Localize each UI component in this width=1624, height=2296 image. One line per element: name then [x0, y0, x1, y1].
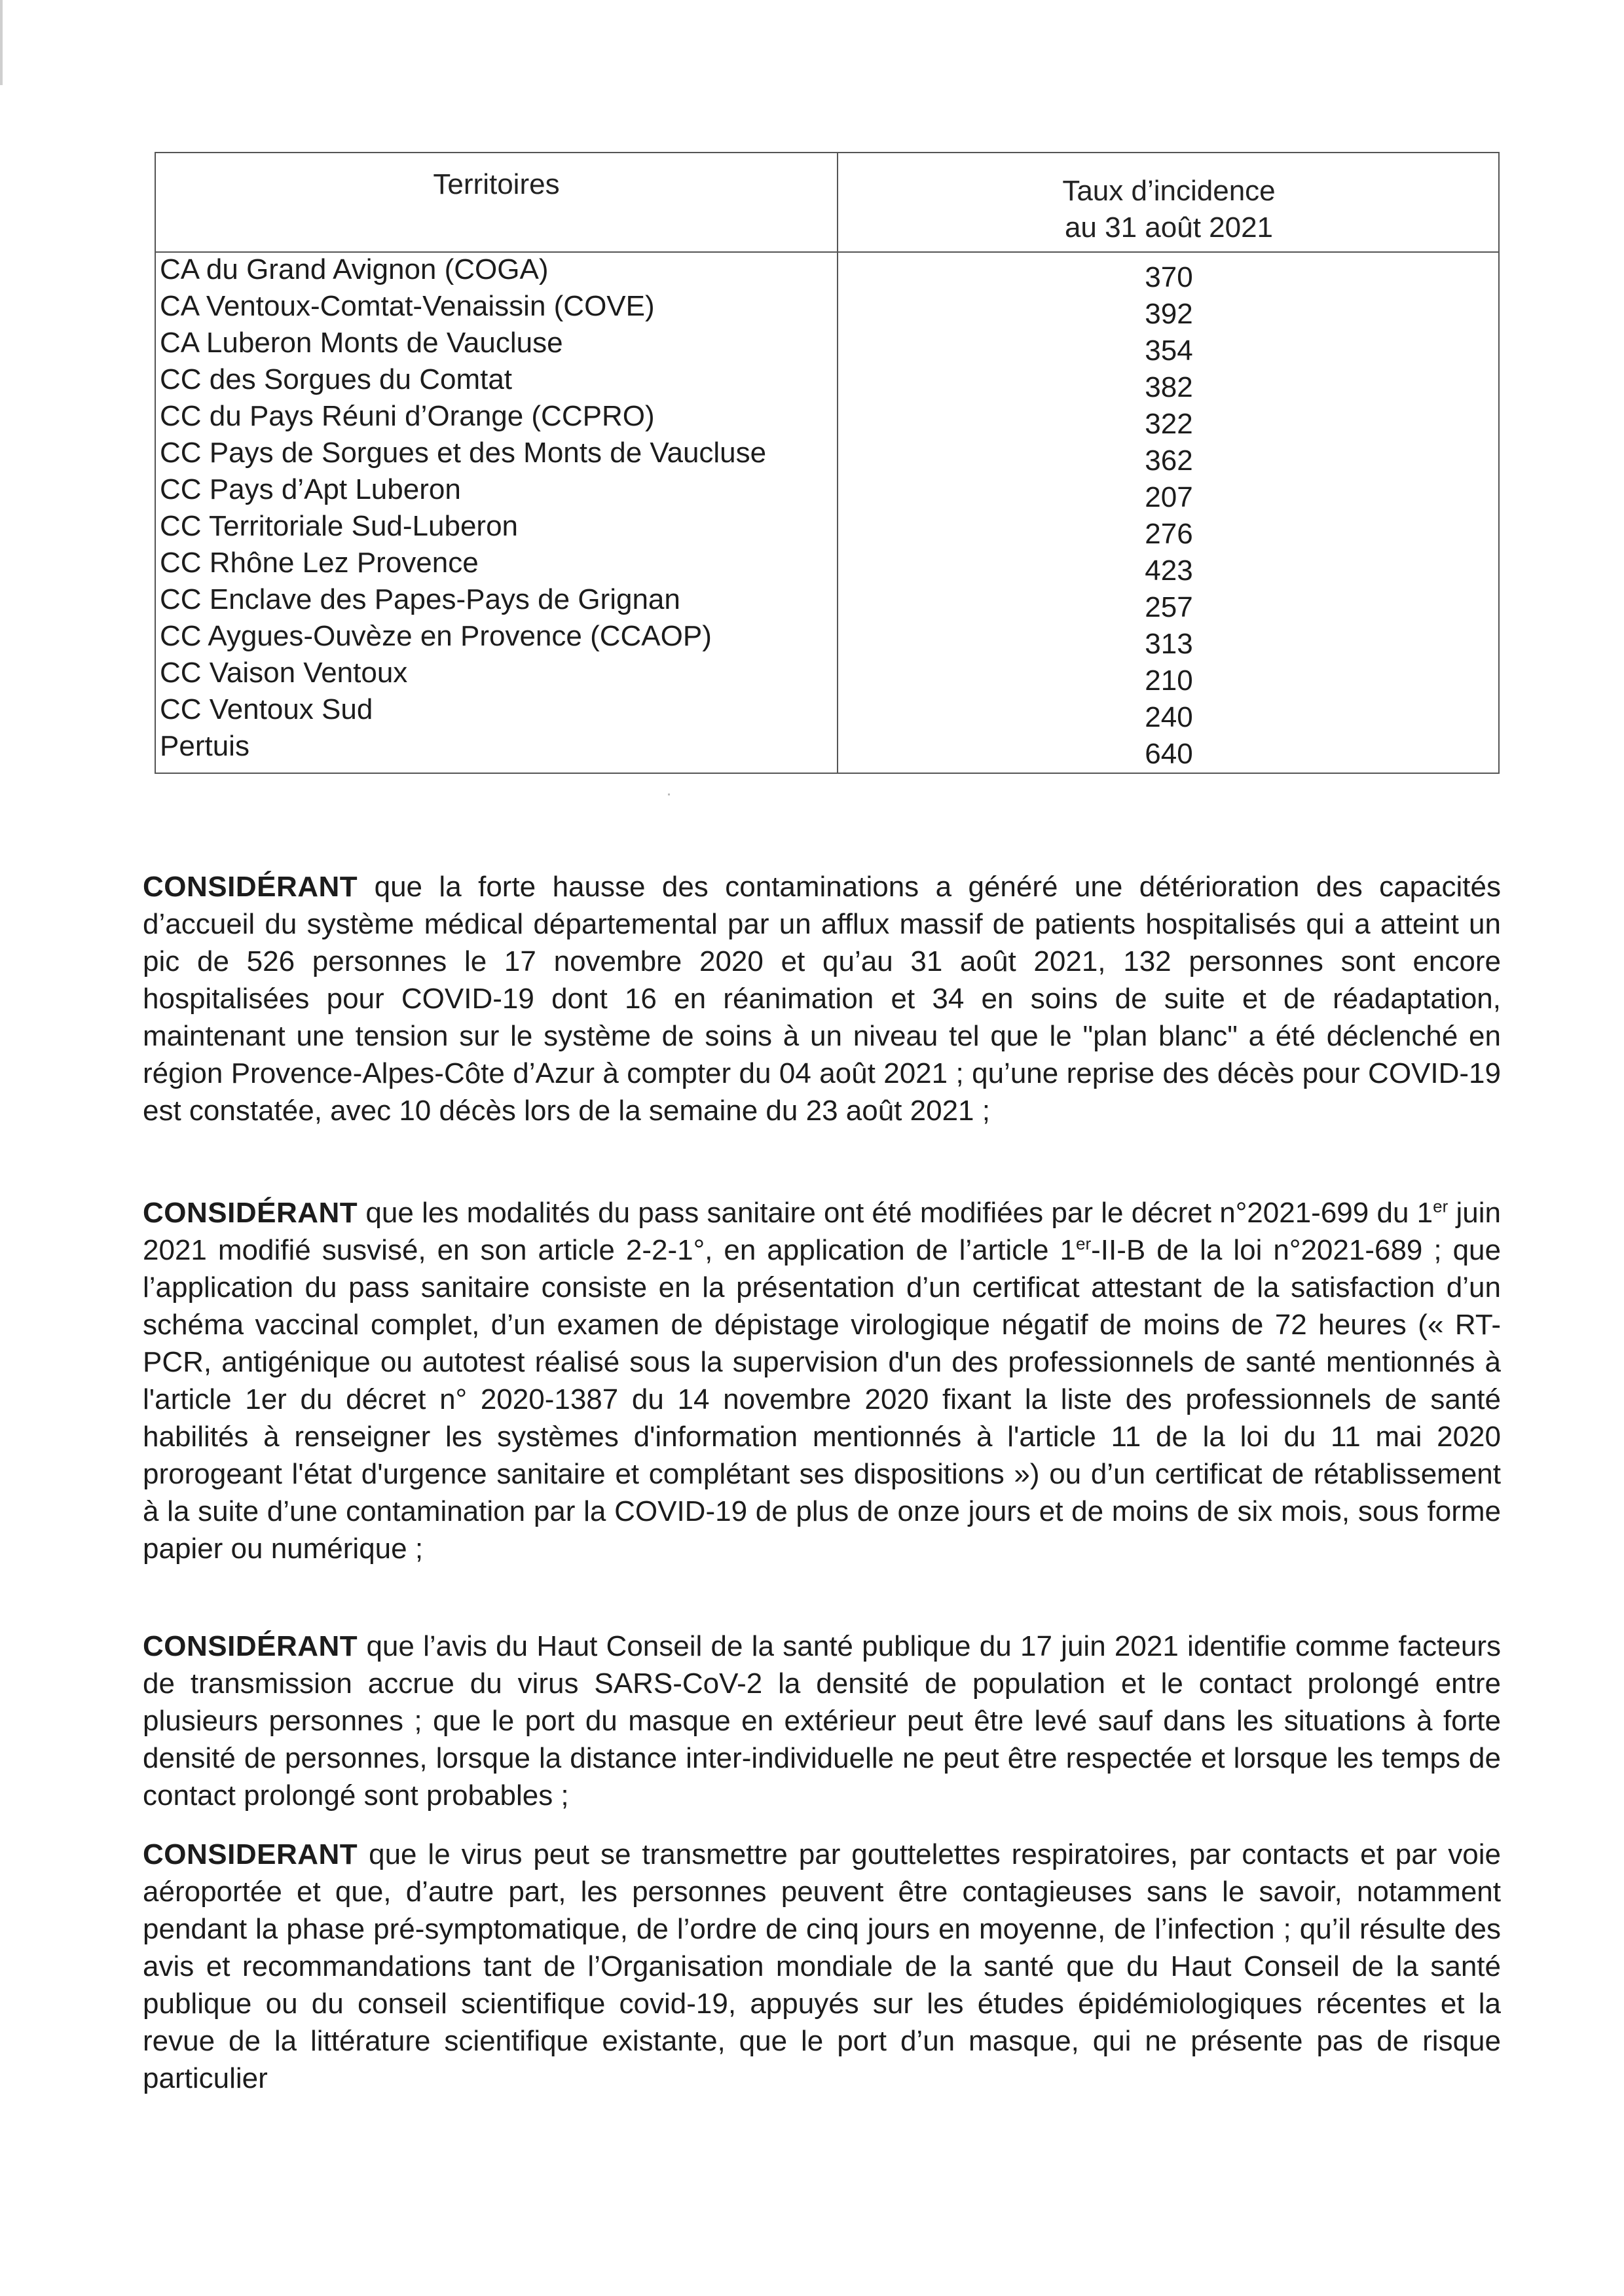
- table-row: [156, 325, 1498, 367]
- table-row: [156, 728, 1498, 770]
- considerant-paragraph-4: [143, 1836, 1501, 2097]
- table-row: [156, 398, 1498, 440]
- taux-cell: 354: [1145, 335, 1193, 367]
- table-header-taux: [838, 173, 1500, 246]
- considerant-keyword: CONSIDERANT: [143, 1838, 358, 1870]
- considerant-paragraph-2: [143, 1194, 1501, 1567]
- territoire-cell: CA Luberon Monts de Vaucluse: [160, 327, 563, 359]
- taux-cell: 392: [1145, 298, 1193, 330]
- taux-cell: 313: [1145, 628, 1193, 660]
- territoire-cell: CC Rhône Lez Provence: [160, 547, 479, 579]
- taux-cell: 240: [1145, 701, 1193, 733]
- taux-cell: 640: [1145, 738, 1193, 770]
- table-row: [156, 435, 1498, 477]
- considerant-keyword: CONSIDÉRANT: [143, 1197, 358, 1229]
- territoire-cell: CC du Pays Réuni d’Orange (CCPRO): [160, 400, 655, 432]
- paragraph-text: que le virus peut se transmettre par gouttelettes respiratoires, par contacts et par voie aéroportée et que, d’autre part, les personnes peuvent être contagieuses sans le savoir, notamment pendant la phase pré-symptomatique, de l’ordre de cinq jours en moyenne, de l’infection ; qu’il résulte des avis et recommandations tant de l’Organisation mondiale de la santé que du Haut Conseil de la santé publique ou du conseil scientifique covid-19, appuyés sur les études épidémiologiques récentes et la revue de la littérature scientifique existante, que le port d’un masque, qui ne présente pas de risque particulier: [143, 1838, 1501, 2094]
- table-row: [156, 691, 1498, 733]
- taux-cell: 362: [1145, 445, 1193, 477]
- taux-cell: 257: [1145, 591, 1193, 623]
- territoire-cell: CA Ventoux-Comtat-Venaissin (COVE): [160, 290, 655, 322]
- considerant-keyword: CONSIDÉRANT: [143, 871, 358, 903]
- considerant-paragraph-3: [143, 1628, 1501, 1814]
- table-row: [156, 508, 1498, 550]
- table-row: [156, 288, 1498, 330]
- taux-cell: 276: [1145, 518, 1193, 550]
- incidence-table: [155, 152, 1500, 774]
- paragraph-text-c: -II-B de la loi n°2021-689 ; que l’application du pass sanitaire consiste en la présentation d’un certificat attestant de la satisfaction d’un schéma vaccinal complet, d’un examen de dépistage virologique négatif de moins de 72 heures (« RT-PCR, antigénique ou autotest réalisé sous la supervision d'un des professionnels de santé mentionnés à l'article 1er du décret n° 2020-1387 du 14 novembre 2020 fixant la liste des professionnels de santé habilités à renseigner les systèmes d'information mentionnés à l'article 11 de la loi du 11 mai 2020 prorogeant l'état d'urgence sanitaire et complétant ses dispositions ») ou d’un certificat de rétablissement à la suite d’une contamination par la COVID-19 de plus de onze jours et de moins de six mois, sous forme papier ou numérique ;: [143, 1234, 1502, 1565]
- superscript-er: er: [1075, 1233, 1092, 1254]
- taux-cell: 382: [1145, 371, 1193, 403]
- territoire-cell: CC Aygues-Ouvèze en Provence (CCAOP): [160, 620, 712, 652]
- territoire-cell: CC Territoriale Sud-Luberon: [160, 510, 519, 542]
- territoire-cell: CC Ventoux Sud: [160, 693, 373, 725]
- taux-cell: 423: [1145, 555, 1193, 587]
- taux-cell: 210: [1145, 665, 1193, 697]
- table-row: [156, 545, 1498, 587]
- table-row: [156, 471, 1498, 513]
- paragraph-text-a: que les modalités du pass sanitaire ont été modifiées par le décret n°2021-699 du 1: [358, 1197, 1433, 1229]
- table-row: [156, 618, 1498, 660]
- table-header-taux-line1: Taux d’incidence: [1062, 175, 1276, 207]
- considerant-keyword: CONSIDÉRANT: [143, 1630, 358, 1662]
- table-row: [156, 251, 1498, 293]
- table-row: [156, 361, 1498, 403]
- territoire-cell: CC Vaison Ventoux: [160, 657, 408, 689]
- paragraph-text: que la forte hausse des contaminations a généré une détérioration des capacités d’accueil du système médical départemental par un afflux massif de patients hospitalisés qui a atteint un pic de 526 personnes le 17 novembre 2020 et qu’au 31 août 2021, 132 personnes sont encore hospitalisées pour COVID-19 dont 16 en réanimation et 34 en soins de suite et de réadaptation, maintenant une tension sur le système de soins à un niveau tel que le "plan blanc" a été déclenché en région Provence-Alpes-Côte d’Azur à compter du 04 août 2021 ; qu’une reprise des décès pour COVID-19 est constatée, avec 10 décès lors de la semaine du 23 août 2021 ;: [143, 871, 1501, 1127]
- table-row: [156, 655, 1498, 697]
- table-row: [156, 581, 1498, 623]
- territoire-cell: CC des Sorgues du Comtat: [160, 363, 513, 395]
- taux-cell: 207: [1145, 481, 1193, 513]
- table-header-territoires: Territoires: [433, 168, 560, 200]
- scan-margin-mark: [0, 0, 3, 85]
- paragraph-text-b: juin 2021 modifié susvisé, en son article 2-2-1°, en application de l’article 1: [143, 1197, 1501, 1266]
- scan-artifact: [668, 793, 670, 795]
- table-body: [156, 251, 1498, 770]
- table-header-taux-line2: au 31 août 2021: [1064, 211, 1274, 244]
- territoire-cell: CC Pays d’Apt Luberon: [160, 473, 461, 505]
- taux-cell: 370: [1145, 261, 1193, 293]
- paragraph-text: que l’avis du Haut Conseil de la santé publique du 17 juin 2021 identifie comme facteurs de transmission accrue du virus SARS-CoV-2 la densité de population et le contact prolongé entre plusieurs personnes ; que le port du masque en extérieur peut être levé sauf dans les situations à forte densité de personnes, lorsque la distance inter-individuelle ne peut être respectée et lorsque les temps de contact prolongé sont probables ;: [143, 1630, 1501, 1812]
- considerant-paragraph-1: [143, 868, 1501, 1129]
- superscript-er: er: [1433, 1196, 1449, 1216]
- territoire-cell: CC Enclave des Papes-Pays de Grignan: [160, 583, 680, 615]
- territoire-cell: CC Pays de Sorgues et des Monts de Vaucluse: [160, 437, 767, 469]
- territoire-cell: Pertuis: [160, 730, 249, 762]
- territoire-cell: CA du Grand Avignon (COGA): [160, 253, 549, 285]
- taux-cell: 322: [1145, 408, 1193, 440]
